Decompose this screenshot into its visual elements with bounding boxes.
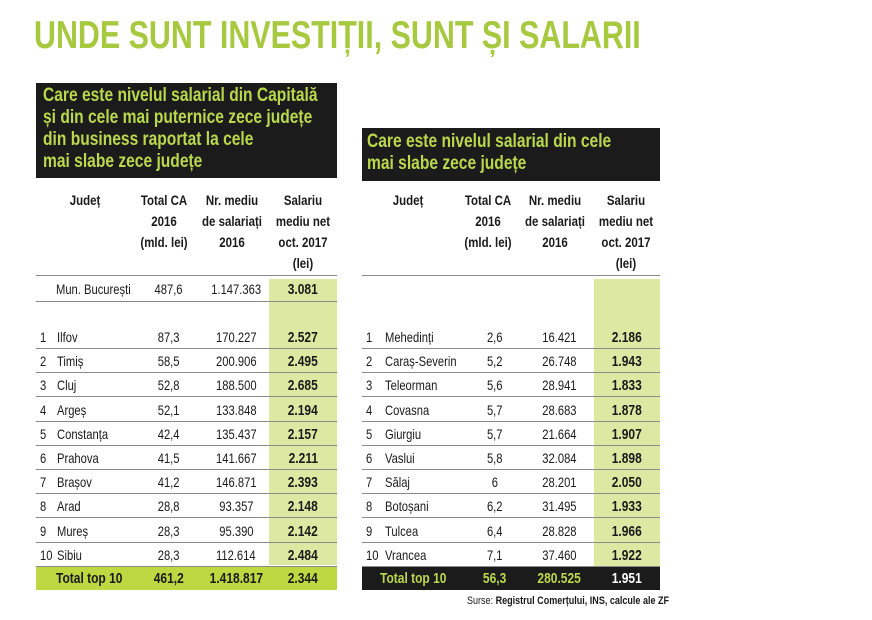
table-row (36, 494, 337, 518)
judet-cell: Giurgiu (385, 425, 422, 442)
capital-divider (36, 301, 337, 302)
right-header-divider (362, 275, 660, 276)
salariu-cell: 2.186 (611, 329, 643, 346)
salariu-cell: 2.142 (287, 522, 319, 540)
right-header-line: Care este nivelul salarial din cele (367, 131, 612, 152)
nr-cell: 26.748 (541, 353, 577, 370)
rank-cell: 9 (366, 522, 373, 539)
ca-cell: 2,6 (487, 329, 503, 345)
rank-cell: 10 (366, 546, 379, 563)
table-row (362, 494, 660, 518)
source-prefix: Surse: (467, 595, 496, 607)
table-row (36, 543, 337, 567)
nr-cell: 141.667 (215, 450, 257, 466)
table-row (36, 398, 337, 422)
judet-cell: Vrancea (385, 546, 427, 563)
table-row (36, 349, 337, 373)
rank-cell: 10 (40, 546, 53, 563)
ca-cell: 41,2 (158, 474, 180, 491)
ca-cell: 6 (491, 474, 499, 491)
ca-cell: 52,8 (158, 377, 180, 394)
nr-cell: 135.437 (215, 425, 257, 442)
rank-cell: 8 (366, 498, 373, 515)
right-table-header (362, 128, 660, 181)
rank-cell: 5 (366, 425, 373, 442)
ca-cell: 7,1 (487, 546, 503, 563)
nr-cell: 28.683 (541, 401, 577, 418)
table-row (362, 470, 660, 494)
nr-cell: 21.664 (541, 425, 577, 442)
ca-cell: 41,5 (158, 450, 180, 466)
judet-cell: Botoșani (385, 498, 429, 515)
salariu-cell: 1.966 (611, 522, 643, 540)
nr-cell: 31.495 (541, 498, 577, 515)
salariu-cell: 2.194 (287, 401, 319, 419)
salariu-cell: 1.833 (611, 377, 643, 395)
table-row (36, 519, 337, 543)
rank-cell: 4 (40, 401, 47, 418)
salariu-cell: 2.495 (287, 353, 319, 371)
table-row (362, 519, 660, 543)
ca-cell: 6,4 (487, 522, 503, 539)
judet-cell: Ilfov (57, 329, 78, 345)
rank-cell: 6 (40, 450, 47, 466)
left-header-divider (36, 275, 337, 276)
left-total-row: Total top 10 461,2 1.418.817 2.344 (36, 567, 337, 590)
nr-cell: 32.084 (541, 450, 577, 466)
right-col-header-judet: Județ (392, 192, 424, 208)
judet-cell: Mehedinți (385, 329, 434, 345)
salariu-cell: 1.878 (611, 401, 643, 419)
rank-cell: 3 (366, 377, 373, 394)
table-row (36, 373, 337, 397)
ca-cell: 5,6 (487, 377, 503, 394)
nr-cell: 146.871 (215, 474, 257, 491)
rank-cell: 6 (366, 450, 373, 466)
left-header-line: și din cele mai puternice zece județe (43, 107, 313, 128)
nr-cell: 95.390 (218, 522, 254, 539)
judet-cell: Mureș (57, 522, 89, 539)
ca-cell: 52,1 (158, 401, 180, 418)
left-col-header-salariu: Salariu mediu net oct. 2017 (lei) (275, 192, 331, 271)
rank-cell: 4 (366, 401, 373, 418)
rank-cell: 7 (40, 474, 47, 491)
salariu-cell: 1.943 (611, 353, 643, 371)
salariu-cell: 2.050 (611, 474, 643, 492)
nr-cell: 188.500 (215, 377, 257, 394)
left-header-line: mai slabe zece județe (43, 151, 203, 172)
rank-cell: 9 (40, 522, 47, 539)
judet-cell: Caraș-Severin (385, 353, 457, 370)
table-row (362, 373, 660, 397)
table-row (36, 470, 337, 494)
left-table-header (36, 83, 337, 178)
judet-cell: Constanța (57, 425, 109, 442)
rank-cell: 2 (366, 353, 373, 370)
judet-cell: Brașov (57, 474, 92, 491)
nr-cell: 28.201 (541, 474, 577, 491)
judet-cell: Covasna (385, 401, 430, 418)
ca-cell: 5,7 (487, 425, 503, 442)
right-col-header-salariu: Salariu mediu net oct. 2017 (lei) (598, 192, 654, 271)
rank-cell: 1 (40, 329, 47, 345)
ca-cell: 28,3 (158, 522, 180, 539)
right-col-header-nr: Nr. mediu de salariați 2016 (525, 192, 585, 250)
salariu-cell: 2.393 (287, 474, 319, 492)
ca-cell: 6,2 (487, 498, 503, 515)
judet-cell: Vaslui (385, 450, 415, 466)
judet-cell: Prahova (57, 450, 99, 466)
rank-cell: 5 (40, 425, 47, 442)
ca-cell: 87,3 (158, 329, 180, 345)
salariu-cell: 2.484 (287, 546, 319, 564)
nr-cell: 170.227 (215, 329, 257, 345)
judet-cell: Timiș (57, 353, 84, 370)
left-col-header-judet: Județ (69, 192, 101, 208)
table-row (36, 325, 337, 349)
salariu-cell: 2.157 (287, 425, 319, 443)
salariu-cell: 1.907 (611, 425, 643, 443)
judet-cell: Argeș (57, 401, 87, 418)
nr-cell: 112.614 (216, 546, 256, 563)
nr-cell: 28.941 (541, 377, 577, 394)
salariu-cell: 2.527 (287, 329, 319, 346)
rank-cell: 1 (366, 329, 373, 345)
ca-cell: 28,8 (158, 498, 180, 515)
right-col-header-ca: Total CA 2016 (mld. lei) (464, 192, 512, 250)
nr-cell: 133.848 (215, 401, 257, 418)
right-header-line: mai slabe zece județe (367, 153, 527, 174)
ca-cell: 42,4 (158, 425, 180, 442)
nr-cell: 200.906 (215, 353, 257, 370)
rank-cell: 3 (40, 377, 47, 394)
source-text: Registrul Comerțului, INS, calcule ale ZF (495, 595, 670, 607)
table-row (362, 446, 660, 470)
table-row (362, 325, 660, 349)
salariu-cell: 1.898 (611, 450, 643, 467)
ca-cell: 28,3 (158, 546, 180, 563)
judet-cell: Cluj (57, 377, 77, 394)
salariu-cell: 1.933 (611, 498, 643, 516)
table-row (36, 446, 337, 470)
salariu-cell: 2.211 (288, 450, 318, 467)
page-title: UNDE SUNT INVESTIȚII, SUNT ȘI SALARII (34, 14, 641, 57)
judet-cell: Arad (57, 498, 81, 515)
judet-cell: Teleorman (385, 377, 438, 394)
judet-cell: Tulcea (385, 522, 419, 539)
ca-cell: 58,5 (158, 353, 180, 370)
salariu-cell: 2.148 (287, 498, 319, 516)
left-header-line: din business raportat la cele (43, 129, 254, 150)
table-row (36, 422, 337, 446)
table-row (362, 398, 660, 422)
salariu-cell: 1.922 (611, 546, 643, 564)
ca-cell: 5,2 (487, 353, 503, 370)
salariu-cell: 2.685 (287, 377, 319, 395)
table-row (362, 543, 660, 567)
source-note (467, 595, 669, 607)
ca-cell: 5,7 (487, 401, 503, 418)
rank-cell: 7 (366, 474, 373, 491)
judet-cell: Sibiu (57, 546, 82, 563)
left-header-line: Care este nivelul salarial din Capitală (43, 85, 318, 106)
rank-cell: 2 (40, 353, 47, 370)
judet-cell: Sălaj (385, 474, 410, 491)
nr-cell: 37.460 (541, 546, 577, 563)
table-row-capital: Mun. București 487,6 1.147.363 3.081 (56, 281, 319, 298)
table-row (362, 349, 660, 373)
nr-cell: 16.421 (541, 329, 577, 345)
rank-cell: 8 (40, 498, 47, 515)
left-col-header-nr: Nr. mediu de salariați 2016 (202, 192, 262, 250)
nr-cell: 93.357 (218, 498, 254, 515)
nr-cell: 28.828 (541, 522, 577, 539)
ca-cell: 5,8 (487, 450, 503, 466)
right-total-row: Total top 10 56,3 280.525 1.951 (362, 567, 660, 590)
table-row (362, 422, 660, 446)
left-col-header-ca: Total CA 2016 (mld. lei) (140, 192, 188, 250)
